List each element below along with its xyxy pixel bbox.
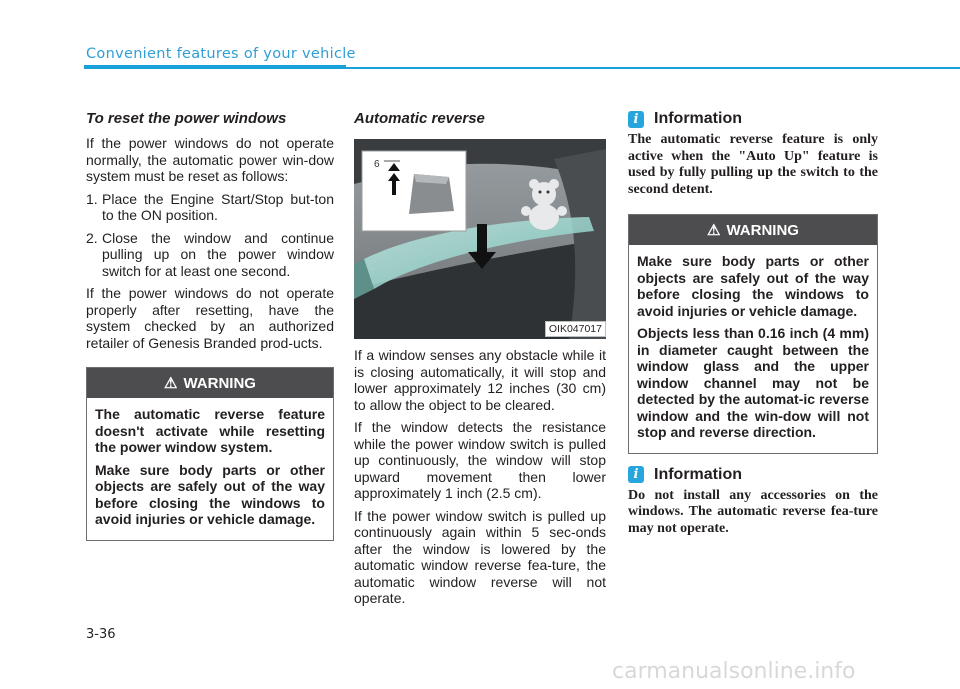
column-reset-power-windows [86, 110, 334, 541]
watermark: carmanualsonline.info [612, 659, 856, 684]
warning-box-objects [628, 214, 878, 454]
warning-box-reset [86, 367, 334, 541]
info-icon: i [628, 466, 644, 483]
step-text: Close the window and continue pulling up on the power window switch for at least one second. [102, 229, 334, 279]
window-illustration-svg [354, 139, 606, 339]
information-title: Information [654, 110, 742, 127]
warning-header [629, 215, 877, 245]
figure-callout-number: 6 [374, 159, 380, 170]
step-text: Place the Engine Start/Stop but-ton to the ON position. [102, 190, 334, 223]
warning-label: WARNING [183, 374, 256, 392]
information-text: The automatic reverse feature is only active when the "Auto Up" feature is used by fully pulling up the switch to the second detent. [628, 132, 878, 197]
warning-triangle-icon: ⚠ [707, 222, 721, 239]
warning-paragraph: Make sure body parts or other objects are safely out of the way before closing the windows to avoid injuries or vehicle damage. [95, 461, 325, 527]
reset-outro: If the power windows do not operate properly after resetting, have the system checked by an authorized retailer of Genesis Branded prod-ucts. [86, 285, 334, 351]
header-rule-thin [346, 67, 960, 69]
header-rule-thick [84, 65, 346, 69]
figure-caption: OIK047017 [545, 321, 606, 337]
warning-paragraph: The automatic reverse feature doesn't activate while resetting the power window system. [95, 406, 325, 455]
warning-label: WARNING [726, 221, 799, 239]
information-heading [628, 110, 878, 128]
column-information [628, 110, 878, 537]
auto-reverse-paragraph: If the window detects the resistance while the power window switch is pulled up continuously, the window will stop upward movement then lower approximately 1 inch (2.5 cm). [354, 419, 606, 501]
information-text: Do not install any accessories on the windows. The automatic reverse fea-ture may not operate. [628, 487, 878, 536]
info-icon: i [628, 111, 644, 128]
warning-paragraph: Make sure body parts or other objects are safely out of the way before closing the windows to avoid injuries or vehicle damage. [637, 253, 869, 319]
window-illustration [354, 139, 606, 339]
auto-reverse-paragraph: If a window senses any obstacle while it is closing automatically, it will stop and lower approximately 12 inches (30 cm) to allow the object to be cleared. [354, 347, 606, 413]
page-number: 3-36 [86, 627, 116, 642]
reset-step [86, 191, 334, 224]
warning-header [87, 368, 333, 398]
auto-reverse-paragraph: If the power window switch is pulled up continuously again within 5 sec-onds after the window is lowered by the automatic window reverse fea-ture, the automatic window reverse will not operate. [354, 507, 606, 606]
reset-intro: If the power windows do not operate normally, the automatic power win-dow system must be reset as follows: [86, 135, 334, 184]
information-title: Information [654, 465, 742, 483]
information-heading [628, 466, 878, 484]
warning-body [87, 398, 333, 540]
warning-body [629, 245, 877, 453]
section-header-title: Convenient features of your vehicle [86, 46, 356, 62]
reset-step [86, 230, 334, 280]
step-number: 1. [86, 190, 98, 207]
section-title-reset: To reset the power windows [86, 110, 287, 127]
section-title-auto-reverse: Automatic reverse [354, 110, 485, 127]
warning-paragraph: Objects less than 0.16 inch (4 mm) in diameter caught between the window glass and the upper window channel may not be detected by the automat-ic reverse window and the win-dow will not stop and reverse direction. [637, 325, 869, 440]
step-number: 2. [86, 229, 98, 246]
column-automatic-reverse [354, 110, 606, 613]
warning-triangle-icon: ⚠ [164, 375, 178, 392]
